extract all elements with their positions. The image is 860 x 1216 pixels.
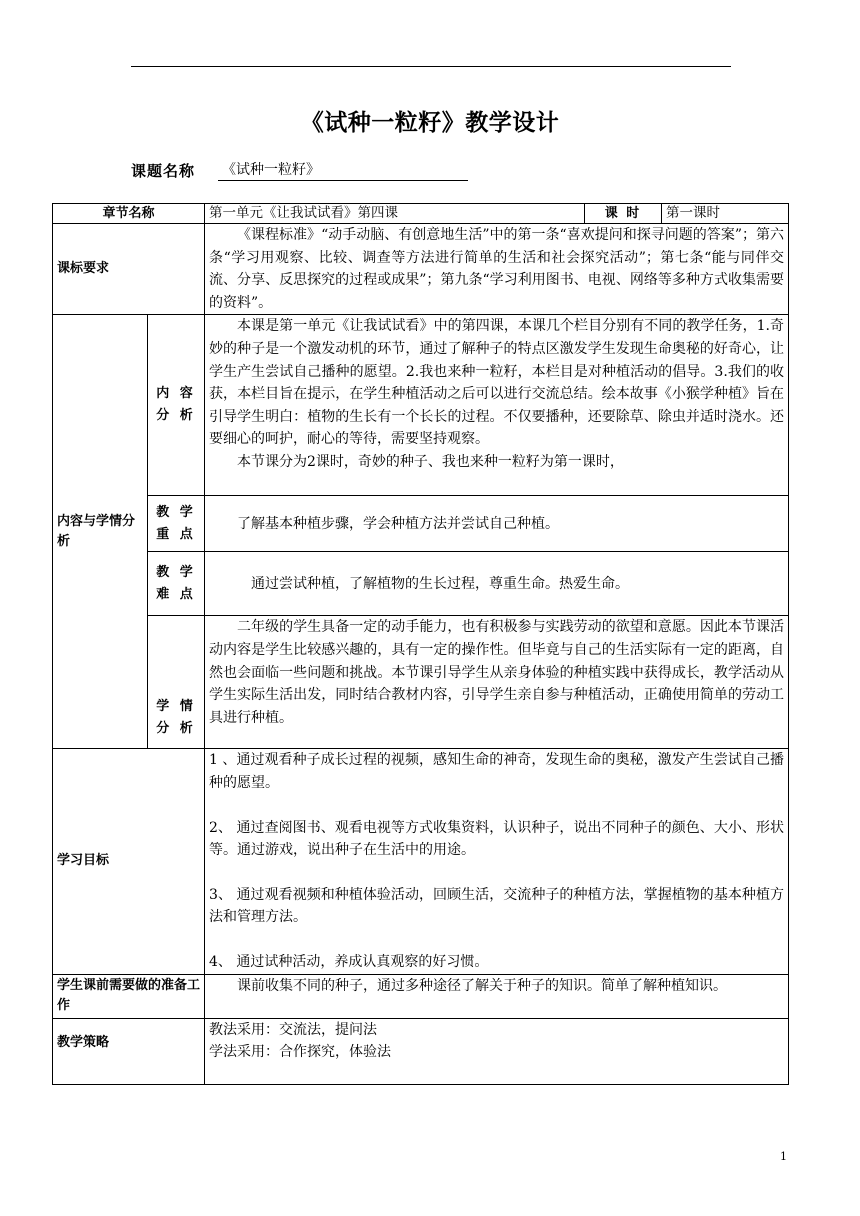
goal-item-3: 3、 通过观看视频和种植体验活动，回顾生活，交流种子的种植方法，掌握植物的基本种植方法和管理方法。: [209, 886, 785, 926]
chapter-row: [53, 204, 789, 224]
goals-row: [53, 749, 789, 974]
chapter-label: 章节名称: [53, 204, 205, 224]
goal-item-4: 4、 通过试种活动，养成认真观察的好习惯。: [209, 953, 489, 970]
teaching-key-row: [53, 496, 789, 552]
period-value: 第一课时: [662, 204, 789, 224]
student-analysis-label: [148, 616, 205, 749]
student-analysis-text: 二年级的学生具备一定的动手能力，也有积极参与实践劳动的欲望和意愿。因此本节课活动内容是学生比较感兴趣的，具有一定的操作性。但毕竟与自己的生活实际有一定的距离，自然也会面临一些问题和挑战。本节课引导学生从亲身体验的种植实践中获得成长，教学活动从学生实际生活出发，同时结合教材内容，引导学生亲自参与种植活动，正确使用简单的劳动工具进行种植。: [205, 616, 789, 749]
standard-text: 《课程标准》“动手动脑、有创意地生活”中的第一条“喜欢提问和探寻问题的答案”；第六条“学习用观察、比较、调查等方法进行简单的生活和社会探究活动”；第七条“能与同伴交流、分享、反思探究的过程或成果”；第九条“学习利用图书、电视、网络等多种方式收集需要的资料”。: [205, 224, 789, 315]
preparation-row: [53, 974, 789, 1018]
goals-list: [205, 749, 789, 974]
strategy-line-2: 学法采用：合作探究，体验法: [209, 1044, 392, 1061]
goal-item-1: 1 、通过观看种子成长过程的视频，感知生命的神奇，发现生命的奥秘，激发产生尝试自己播种的愿望。: [209, 752, 785, 791]
teaching-difficulty-row: [53, 552, 789, 616]
preparation-label: 学生课前需要做的准备工作: [53, 974, 205, 1018]
teaching-difficulty-text: 通过尝试种植，了解植物的生长过程，尊重生命。热爱生命。: [205, 552, 789, 616]
preparation-text: 课前收集不同的种子，通过多种途径了解关于种子的知识。简单了解种植知识。: [205, 974, 789, 1018]
teaching-difficulty-label-line2: 难 点: [156, 586, 196, 602]
teaching-key-text: 了解基本种植步骤，学会种植方法并尝试自己种植。: [205, 496, 789, 552]
teaching-difficulty-label: [148, 552, 205, 616]
content-analysis-para1: 本课是第一单元《让我试试看》中的第四课，本课几个栏目分别有不同的教学任务，1.奇妙的种子是一个激发动机的环节，通过了解种子的特点区激发学生发现生命奥秘的好奇心，让学生产生尝试自己播种的愿望。2.我也来种一粒籽，本栏目是对种植活动的倡导。3.我们的收获，本栏目旨在提示，在学生种植活动之后可以进行交流总结。绘本故事《小猴学种植》旨在引导学生明白：植物的生长有一个长长的过程。不仅要播种，还要除草、除虫并适时浇水。还要细心的呵护，耐心的等待，需要坚持观察。: [209, 318, 785, 448]
teaching-key-label-line2: 重 点: [156, 526, 196, 542]
strategy-row: [53, 1018, 789, 1084]
page-number: 1: [780, 1150, 787, 1163]
teaching-key-label: [148, 496, 205, 552]
standard-label: 课标要求: [53, 224, 205, 315]
standard-row: [53, 224, 789, 315]
chapter-value: 第一单元《让我试试看》第四课: [205, 204, 585, 224]
strategy-label: 教学策略: [53, 1018, 205, 1084]
strategy-line-1: 教法采用：交流法，提问法: [209, 1021, 378, 1038]
student-analysis-row: [53, 616, 789, 749]
goal-item-2: 2、 通过查阅图书、观看电视等方式收集资料，认识种子，说出不同种子的颜色、大小、形状等。通过游戏，说出种子在生活中的用途。: [209, 819, 785, 859]
period-label: 课 时: [585, 204, 662, 224]
student-analysis-label-line2: 分 析: [156, 721, 196, 737]
teaching-key-label-line1: 教 学: [156, 504, 196, 520]
content-analysis-row: [53, 315, 789, 496]
topic-label: 课题名称: [131, 162, 196, 180]
teaching-difficulty-label-line1: 教 学: [156, 564, 196, 580]
student-analysis-label-line1: 学 情: [156, 699, 196, 715]
lesson-plan-table: [52, 203, 789, 1085]
header-rule: [131, 66, 731, 67]
content-analysis-label: [148, 315, 205, 496]
topic-value: 《试种一粒籽》: [218, 159, 468, 181]
content-analysis-para2: 本节课分为2课时，奇妙的种子、我也来种一粒籽为第一课时，: [237, 453, 624, 470]
strategy-text: [205, 1018, 789, 1084]
analysis-label: 内容与学情分析: [53, 315, 148, 749]
content-analysis-text: [205, 315, 789, 496]
goals-label: 学习目标: [53, 749, 205, 974]
content-analysis-label-line1: 内 容: [156, 386, 196, 402]
content-analysis-label-line2: 分 析: [156, 408, 196, 424]
document-title: 《试种一粒籽》教学设计: [300, 110, 560, 136]
